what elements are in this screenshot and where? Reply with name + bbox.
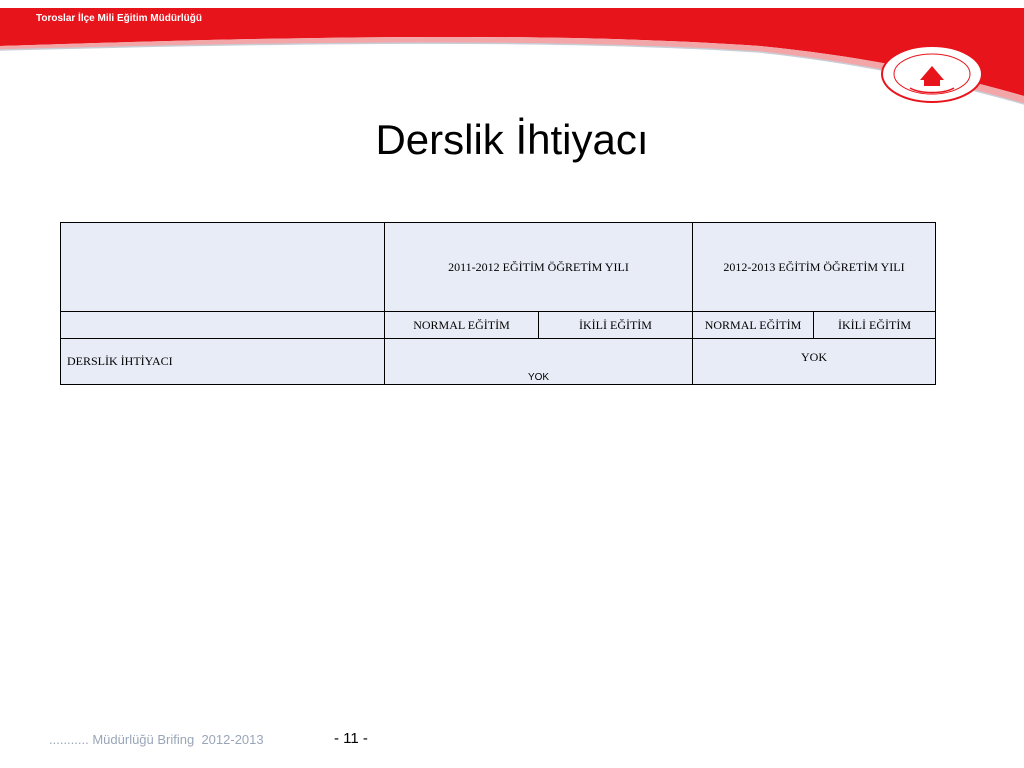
value-cell: YOK (385, 339, 693, 385)
ministry-logo (880, 44, 984, 104)
slide-title: Derslik İhtiyacı (375, 116, 649, 163)
sub-header-cell: NORMAL EĞİTİM (385, 312, 539, 339)
sub-header-cell: İKİLİ EĞİTİM (539, 312, 693, 339)
value-cell: YOK (693, 339, 936, 385)
footer-text: ........... Müdürlüğü Brifing 2012-2013 (49, 732, 264, 747)
classroom-need-table (60, 222, 936, 385)
sub-header-cell: NORMAL EĞİTİM (693, 312, 814, 339)
organization-title: Toroslar İlçe Mili Eğitim Müdürlüğü (36, 13, 202, 24)
empty-corner-cell (61, 223, 385, 312)
table-row (61, 312, 936, 339)
year-header-cell: 2011-2012 EĞİTİM ÖĞRETİM YILI (385, 223, 693, 312)
sub-header-cell: İKİLİ EĞİTİM (814, 312, 936, 339)
empty-cell (61, 312, 385, 339)
year-header-cell: 2012-2013 EĞİTİM ÖĞRETİM YILI (693, 223, 936, 312)
row-label-cell: DERSLİK İHTİYACI (61, 339, 385, 385)
page-number: - 11 - (334, 730, 368, 747)
table-row (61, 339, 936, 385)
table-row (61, 223, 936, 312)
